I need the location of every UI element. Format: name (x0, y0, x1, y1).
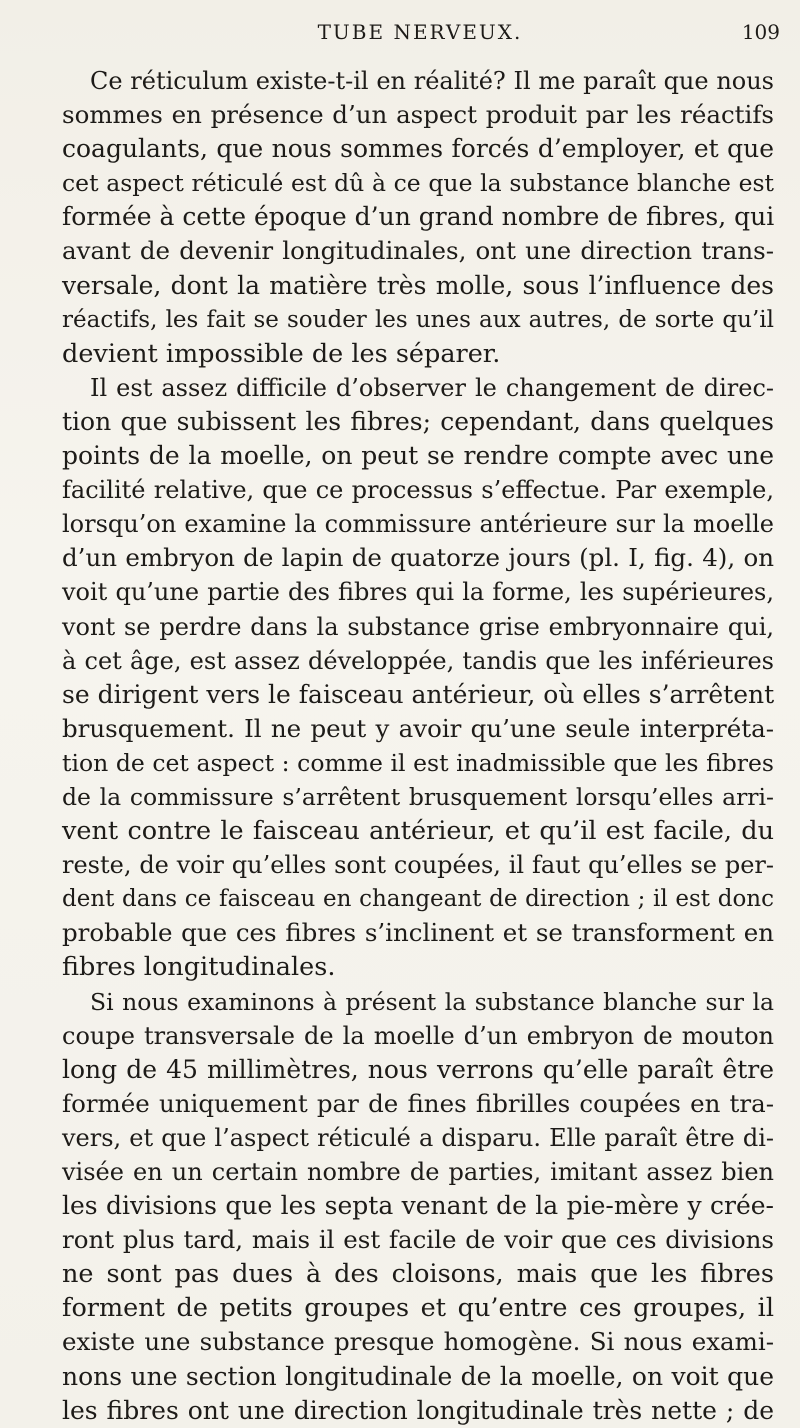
running-title: TUBE NERVEUX. (317, 20, 523, 44)
text-line: versale, dont la matière très molle, sous l’influence des (62, 270, 774, 300)
text-line: cet aspect réticulé est dû à ce que la substance blanche est (62, 169, 774, 198)
text-line: formée uniquement par de fines fibrilles coupées en tra- (62, 1088, 774, 1118)
body-text (62, 64, 774, 1428)
text-line: d’un embryon de lapin de quatorze jours (pl. I, fig. 4), on (62, 543, 774, 573)
text-line: points de la moelle, on peut se rendre compte avec une (62, 441, 774, 471)
text-line: existe une substance presque homogène. Si nous exami- (62, 1327, 774, 1357)
text-line: les divisions que les septa venant de la pie-mère y crée- (62, 1191, 774, 1221)
text-line: avant de devenir longitudinales, ont une direction trans- (62, 236, 774, 266)
text-line: Ce réticulum existe-t-il en réalité? Il me paraît que nous (90, 67, 774, 95)
text-line: long de 45 millimètres, nous verrons qu’elle paraît être (62, 1054, 774, 1084)
text-line: probable que ces fibres s’inclinent et se transforment en (62, 918, 774, 948)
page-number: 109 (741, 20, 780, 44)
text-line: Il est assez difficile d’observer le changement de direc- (90, 373, 774, 402)
text-line: les fibres ont une direction longitudinale très nette ; de (62, 1395, 774, 1425)
text-line: Si nous examinons à présent la substance blanche sur la (90, 987, 774, 1016)
text-line: visée en un certain nombre de parties, imitant assez bien (62, 1158, 774, 1186)
text-line: tion que subissent les fibres; cependant, dans quelques (62, 406, 774, 436)
text-line: forment de petits groupes et qu’entre ces groupes, il (62, 1293, 774, 1324)
text-line: ne sont pas dues à des cloisons, mais que les fibres (62, 1259, 774, 1290)
text-line: coupe transversale de la moelle d’un embryon de mouton (62, 1021, 774, 1050)
text-line: de la commissure s’arrêtent brusquement lorsqu’elles arri- (62, 782, 774, 811)
text-line: devient impossible de les séparer. (62, 338, 501, 369)
text-line: voit qu’une partie des fibres qui la forme, les supérieures, (62, 578, 774, 607)
text-line: facilité relative, que ce processus s’effectue. Par exemple, (62, 476, 774, 505)
text-line: nons une section longitudinale de la moelle, on voit que (62, 1361, 774, 1391)
text-line: vont se perdre dans la substance grise embryonnaire qui, (62, 612, 774, 641)
text-line: reste, de voir qu’elles sont coupées, il faut qu’elles se per- (62, 851, 774, 880)
text-line: dent dans ce faisceau en changeant de direction ; il est donc (62, 886, 774, 913)
text-line: tion de cet aspect : comme il est inadmissible que les fibres (62, 748, 774, 777)
text-line: vent contre le faisceau antérieur, et qu’il est facile, du (62, 816, 774, 847)
text-line: sommes en présence d’un aspect produit par les réactifs (62, 100, 774, 130)
text-line: fibres longitudinales. (62, 952, 336, 983)
text-line: ront plus tard, mais il est facile de voir que ces divisions (62, 1225, 774, 1255)
text-line: brusquement. Il ne peut y avoir qu’une seule interpréta- (62, 713, 774, 743)
text-line: formée à cette époque d’un grand nombre de fibres, qui (62, 202, 775, 232)
text-line: lorsqu’on examine la commissure antérieure sur la moelle (62, 510, 774, 539)
text-line: à cet âge, est assez développée, tandis que les inférieures (62, 646, 774, 675)
text-line: coagulants, que nous sommes forcés d’employer, et que (62, 134, 774, 164)
text-line: réactifs, les fait se souder les unes aux autres, de sorte qu’il (62, 306, 774, 333)
text-line: se dirigent vers le faisceau antérieur, où elles s’arrêtent (62, 679, 775, 709)
running-head (60, 20, 780, 50)
text-line: vers, et que l’aspect réticulé a disparu. Elle paraît être di- (62, 1123, 774, 1152)
